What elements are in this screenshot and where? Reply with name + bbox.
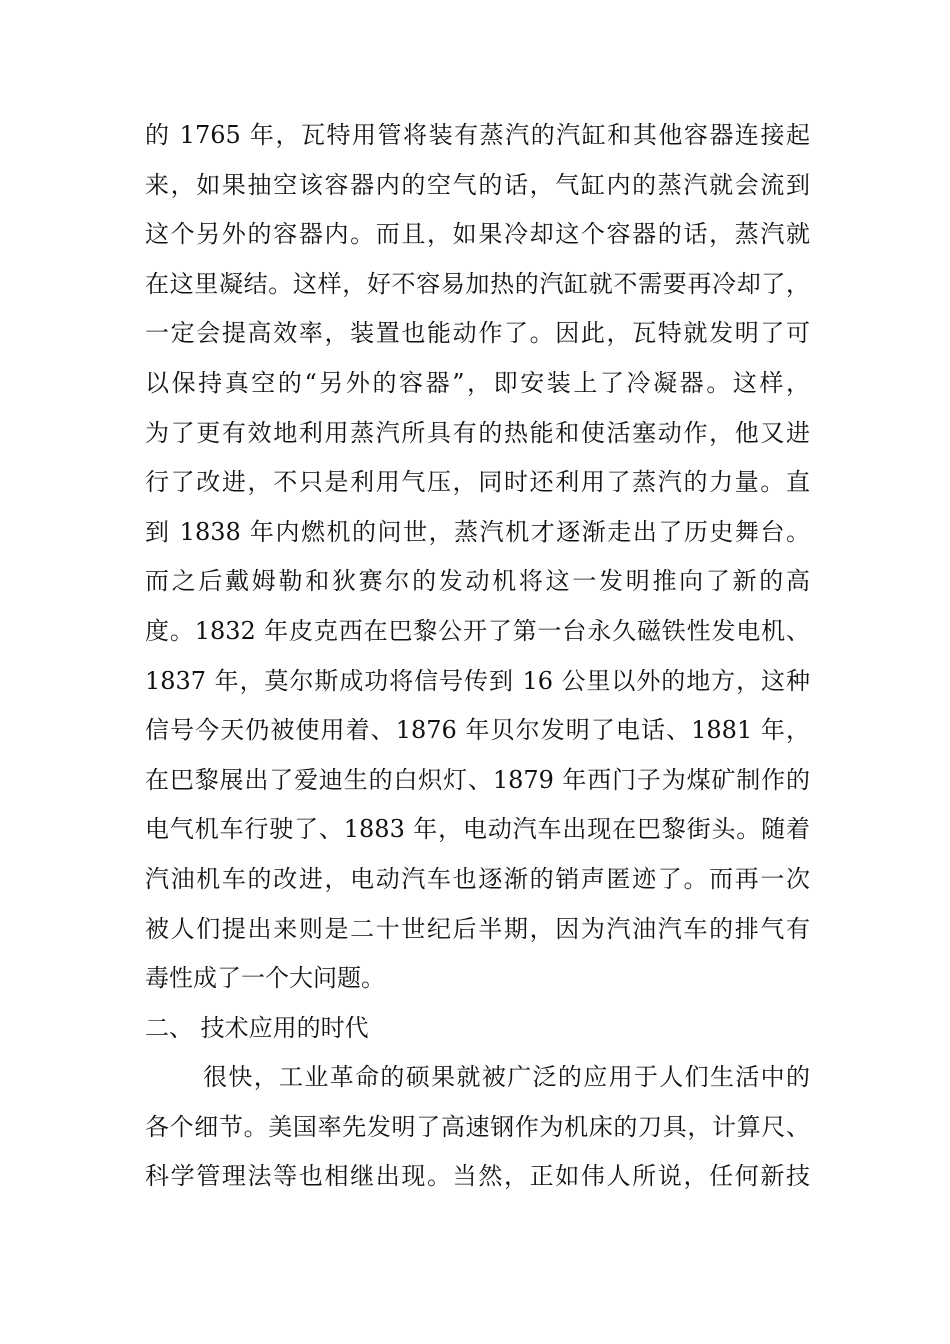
text-line: 到 1838 年内燃机的问世，蒸汽机才逐渐走出了历史舞台。	[145, 517, 810, 546]
text-line: 科学管理法等也相继出现。当然，正如伟人所说，任何新技	[145, 1162, 810, 1191]
text-line: 而之后戴姆勒和狄赛尔的发动机将这一发明推向了新的高	[145, 567, 810, 596]
text-line: 毒性成了一个大问题。	[145, 964, 385, 993]
text-line: 来，如果抽空该容器内的空气的话，气缸内的蒸汽就会流到	[145, 170, 810, 199]
text-line: 电气机车行驶了、1883 年，电动汽车出现在巴黎街头。随着	[145, 815, 810, 844]
text-line: 被人们提出来则是二十世纪后半期，因为汽油汽车的排气有	[145, 914, 810, 943]
section-heading: 二、 技术应用的时代	[145, 1013, 369, 1042]
text-line: 这个另外的容器内。而且，如果冷却这个容器的话，蒸汽就	[145, 220, 810, 249]
text-line: 各个细节。美国率先发明了高速钢作为机床的刀具，计算尺、	[145, 1112, 810, 1141]
text-line: 在巴黎展出了爱迪生的白炽灯、1879 年西门子为煤矿制作的	[145, 765, 810, 794]
text-line: 行了改进，不只是利用气压，同时还利用了蒸汽的力量。直	[145, 468, 810, 497]
text-line: 为了更有效地利用蒸汽所具有的热能和使活塞动作，他又进	[145, 418, 810, 447]
text-line: 以保持真空的“另外的容器”，即安装上了冷凝器。这样，	[145, 368, 810, 397]
text-line: 1837 年，莫尔斯成功将信号传到 16 公里以外的地方，这种	[145, 666, 810, 695]
text-line: 汽油机车的改进，电动汽车也逐渐的销声匿迹了。而再一次	[145, 864, 810, 893]
text-line: 的 1765 年，瓦特用管将装有蒸汽的汽缸和其他容器连接起	[145, 121, 810, 149]
text-line: 在这里凝结。这样，好不容易加热的汽缸就不需要再冷却了，	[145, 269, 810, 298]
body-text	[145, 111, 810, 1202]
text-line: 信号今天仍被使用着、1876 年贝尔发明了电话、1881 年，	[145, 716, 810, 745]
text-line: 度。1832 年皮克西在巴黎公开了第一台永久磁铁性发电机、	[145, 616, 810, 645]
text-line: 很快，工业革命的硕果就被广泛的应用于人们生活中的	[203, 1063, 810, 1092]
text-line: 一定会提高效率，装置也能动作了。因此，瓦特就发明了可	[145, 319, 810, 348]
